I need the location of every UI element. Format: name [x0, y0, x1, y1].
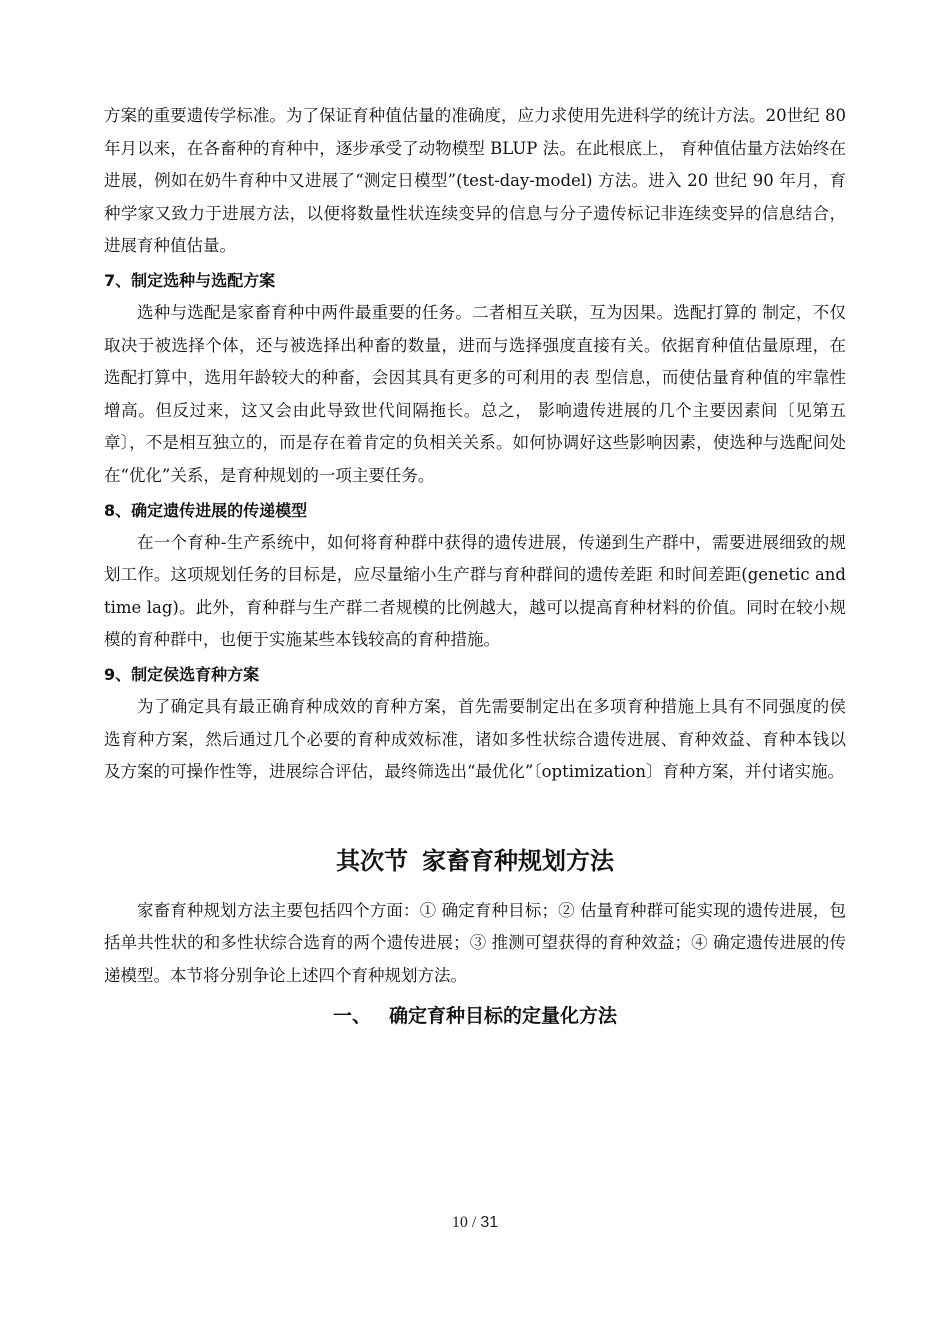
- page-separator: /: [471, 1214, 477, 1231]
- chapter-title: [104, 841, 846, 881]
- subsection-number: 一、: [332, 1005, 371, 1028]
- section-body: 为了确定具有最正确育种成效的育种方案，首先需要制定出在多项育种措施上具有不同强度的侯选育种方案，然后通过几个必要的育种成效标准，诸如多性状综合遗传进展、育种效益、育种本钱以及方案的可操作性等，进展综合评估，最终筛选出“最优化”〔optimization〕育种方案，并付诸实施。: [104, 696, 846, 782]
- section-body: 在一个育种-生产系统中，如何将育种群中获得的遗传进展，传递到生产群中，需要进展细致的规划工作。这项规划任务的目标是，应尽量缩小生产群与育种群间的遗传差距 和时间差距(genetic and time lag)。此外，育种群与生产群二者规模的比例越大，越可以提高育种材料的价值。同时在较小规模的育种群中，也便于实施某些本钱较高的育种措施。: [104, 532, 846, 650]
- chapter-title-part1: 其次节: [336, 846, 408, 875]
- section-body: 选种与选配是家畜育种中两件最重要的任务。二者相互关联，互为因果。选配打算的 制定，不仅取决于被选择个体，还与被选择出种畜的数量，进而与选择强度直接有关。依据育种值估量原理，在选配打算中，选用年龄较大的种畜，会因其具有更多的可利用的表 型信息，而使估量育种值的牢靠性增高。但反过来，这又会由此导致世代间隔拖长。总之， 影响遗传进展的几个主要因素间〔见第五章〕，不是相互独立的，而是存在着肯定的负相关关系。如何协调好这些影响因素，使选种与选配间处在“优化”关系，是育种规划的一项主要任务。: [104, 302, 846, 485]
- chapter-title-part2: 家畜育种规划方法: [422, 846, 614, 875]
- section-heading: 9、制定侯选育种方案: [104, 664, 260, 684]
- section-heading: 7、制定选种与选配方案: [104, 270, 276, 290]
- section-9: [104, 659, 846, 789]
- subsection-title-text: 确定育种目标的定量化方法: [389, 1005, 618, 1028]
- subsection-title: [104, 998, 846, 1034]
- page-footer: [0, 1214, 950, 1232]
- page-current: 10: [451, 1214, 468, 1231]
- intro-paragraph: 方案的重要遗传学标准。为了保证育种值估量的准确度，应力求使用先进科学的统计方法。20世纪 80 年月以来，在各畜种的育种中，逐步承受了动物模型 BLUP 法。在此根底上， 育种值估量方法始终在进展，例如在奶牛育种中又进展了“测定日模型”(test-day-model) 方法。进入 20 世纪 90 年月，育种学家又致力于进展方法，以便将数量性状连续变异的信息与分子遗传标记非连续变异的信息结合，进展育种值估量。: [104, 106, 846, 256]
- section-7: [104, 265, 846, 493]
- page-total: 31: [480, 1214, 499, 1231]
- section-8: [104, 495, 846, 657]
- chapter-intro: 家畜育种规划方法主要包括四个方面：① 确定育种目标；② 估量育种群可能实现的遗传进展，包括单共性状的和多性状综合选育的两个遗传进展；③ 推测可望获得的育种效益；④ 确定遗传进展的传递模型。本节将分别争论上述四个育种规划方法。: [104, 900, 846, 985]
- section-heading: 8、确定遗传进展的传递模型: [104, 500, 308, 520]
- document-page: [104, 100, 846, 1034]
